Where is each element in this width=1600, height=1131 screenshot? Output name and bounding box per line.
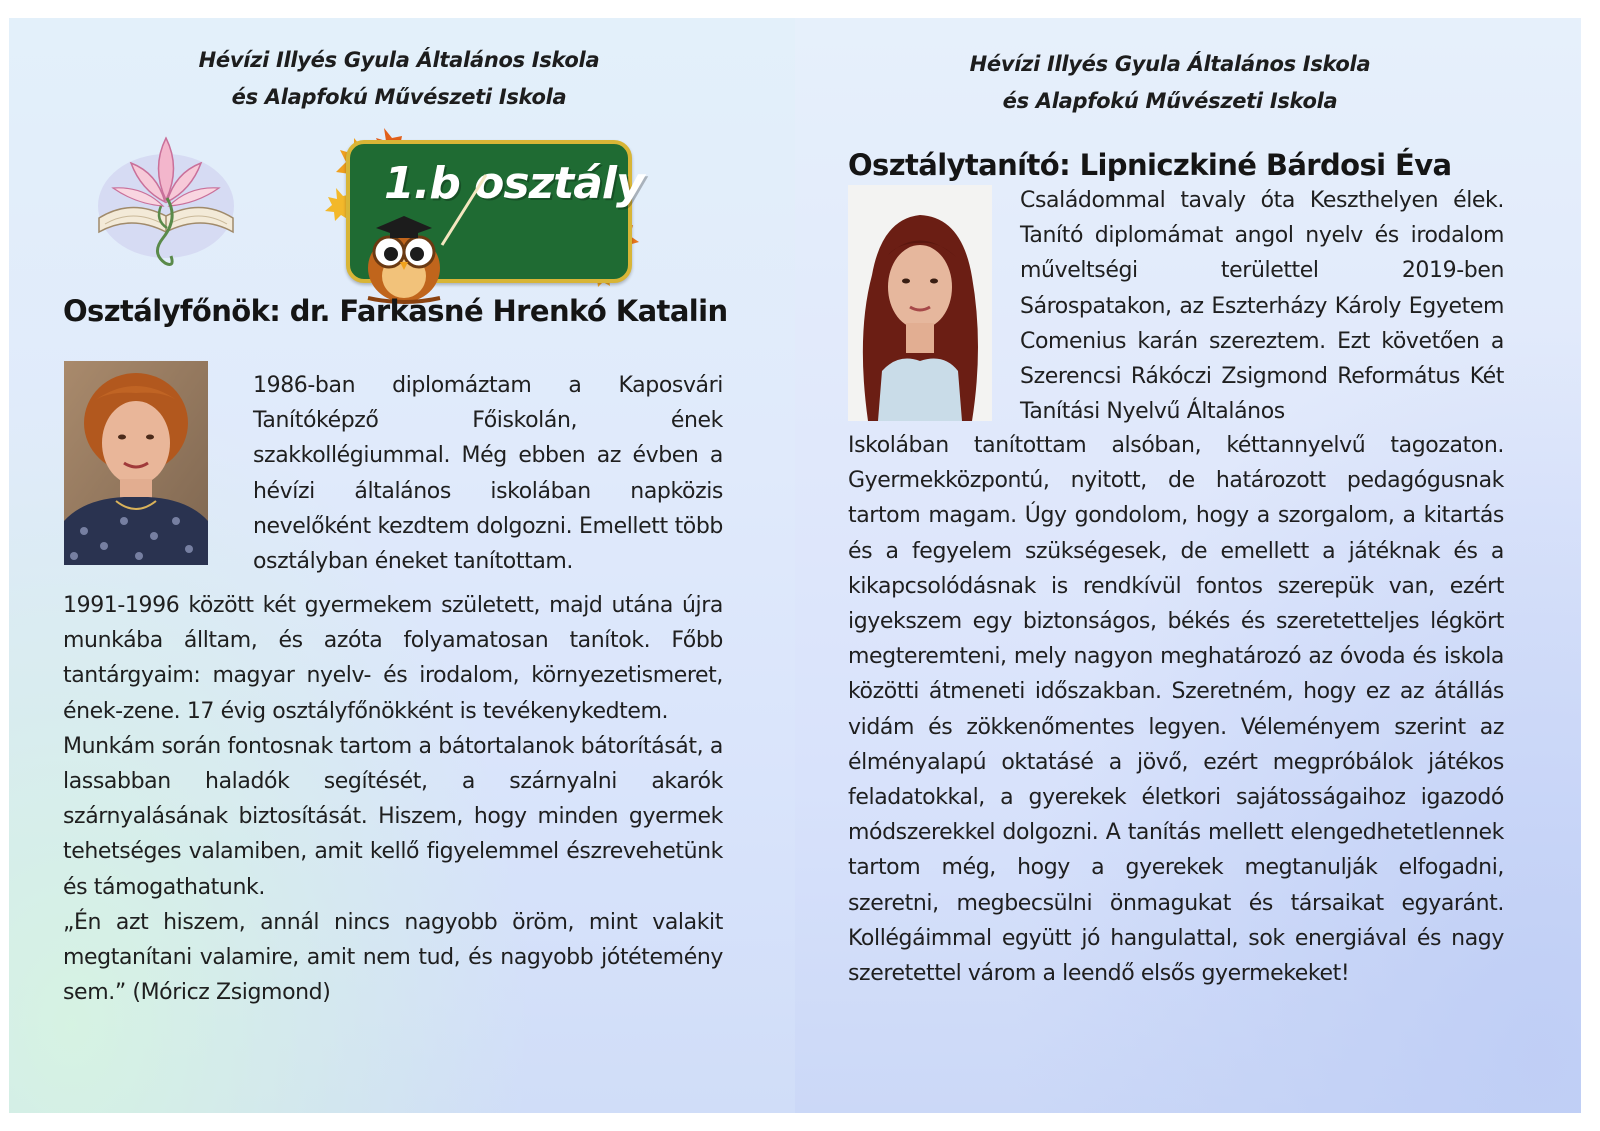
school-name-line1: Hévízi Illyés Gyula Általános Iskola — [198, 48, 600, 72]
school-logo — [91, 128, 241, 277]
school-name-line1: Hévízi Illyés Gyula Általános Iskola — [969, 52, 1371, 76]
right-main-text — [848, 428, 1504, 991]
teacher-photo-lipniczkine — [848, 185, 992, 421]
class-badge — [314, 118, 654, 308]
left-page — [9, 18, 795, 1113]
right-intro-paragraph: Családommal tavaly óta Keszthelyen élek. Tanító diplomámat angol nyelv és irodalom műveltségi területtel 2019-ben Sárospatakon, az Eszterházy Károly Egyetem Comenius karán szereztem. Ezt követően a Szerencsi Rákóczi Zsigmond Református Két Tanítási Nyelvű Általános — [1020, 188, 1504, 425]
right-heading: Osztálytanító: Lipniczkiné Bárdosi Éva — [848, 148, 1452, 182]
school-name-line2: és Alapfokú Művészeti Iskola — [1002, 89, 1338, 113]
school-name — [159, 42, 639, 116]
right-paragraph: Iskolában tanítottam alsóban, kéttannyelvű tagozaton. Gyermekközpontú, nyitott, de határozott pedagógusnak tartom magam. Úgy gondolom, hogy a szorgalom, a kitartás és a fegyelem szükségesek, de emellett a játéknak és a kikapcsolódásnak is rendkívül fontos szerepük van, ezért igyekszem egy biztonságos, békés és szeretetteljes légkört megteremteni, mely nagyon meghatározó az óvoda és iskola közötti átmeneti időszakban. Szeretném, hogy ez az átállás vidám és zökkenőmentes legyen. Véleményem szerint az élményalapú oktatásé a jövő, ezért megpróbálok játékos feladatokkal, a gyerekek életkori sajátosságaihoz igazodó módszerekkel dolgozni. A tanítás mellett elengedhetetlennek tartom még, hogy a gyerekek megtanulják elfogadni, szeretni, megbecsülni önmagukat és társaikat egyaránt. Kollégáimmal együtt jó hangulattal, sok energiával és nagy szeretettel várom a leendő elsős gyermekeket! — [848, 433, 1504, 987]
right-page — [795, 18, 1581, 1113]
left-intro-paragraph: 1986-ban diplomáztam a Kaposvári Tanítóképző Főiskolán, ének szakkollégiummal. Még ebben az évben a hévízi általános iskolában napközis nevelőként kezdtem dolgozni. Emellett több osztályban éneket tanítottam. — [253, 373, 723, 575]
class-badge-label: 1.b osztály — [384, 158, 644, 209]
left-quote: „Én azt hiszem, annál nincs nagyobb öröm, mint valakit megtanítani valamire, amit nem tud, és nagyobb jótétemény sem.” (Móricz Zsigmond) — [63, 909, 723, 1006]
school-name — [930, 46, 1410, 120]
left-heading: Osztályfőnök: dr. Farkasné Hrenkó Katalin — [63, 294, 728, 328]
left-paragraph-1: 1991-1996 között két gyermekem született, majd utána újra munkába álltam, és azóta folyamatosan tanítok. Főbb tantárgyaim: magyar nyelv- és irodalom, környezetismeret, ének-zene. 17 évig osztályfőnökként is tevékenykedtem. — [63, 593, 723, 724]
right-intro-text — [1020, 183, 1504, 429]
teacher-photo-farkasne — [64, 361, 208, 565]
left-paragraph-2: Munkám során fontosnak tartom a bátortalanok bátorítását, a lassabban haladók segítését, a szárnyalni akarók szárnyalásának biztosítását. Hiszem, hogy minden gyermek tehetséges valamiben, amit kellő figyelemmel észrevehetünk és támogathatunk. — [63, 733, 723, 900]
pointer-stick-icon — [434, 170, 494, 250]
school-name-line2: és Alapfokú Művészeti Iskola — [231, 85, 567, 109]
left-intro-text — [253, 368, 723, 579]
left-main-text — [63, 588, 723, 1010]
